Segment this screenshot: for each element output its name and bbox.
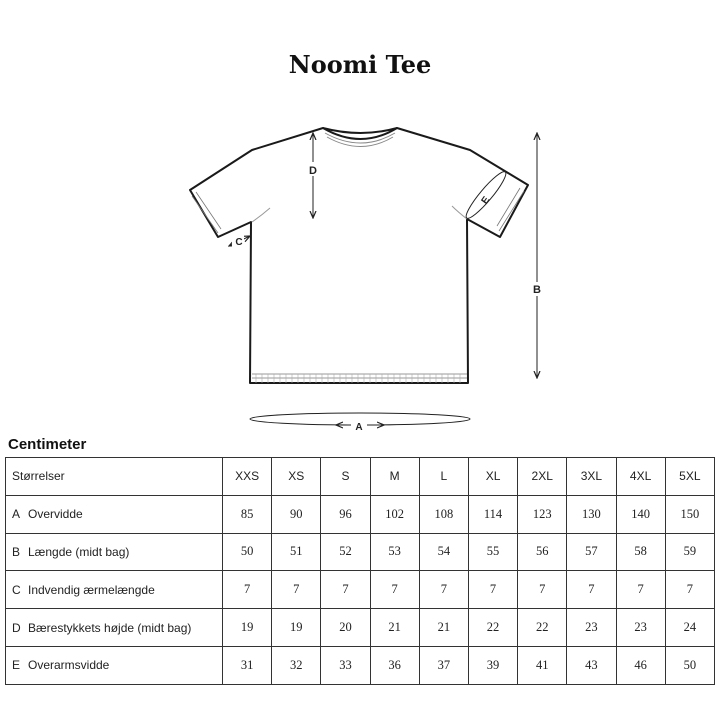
table-cell: 108	[419, 495, 468, 533]
table-cell: 102	[370, 495, 419, 533]
row-label-text: Indvendig ærmelængde	[28, 582, 155, 597]
size-header-cell: 5XL	[665, 458, 714, 496]
row-label-text: Overarmsvidde	[28, 658, 110, 673]
size-header-cell: XL	[468, 458, 517, 496]
table-cell: 31	[223, 646, 272, 684]
table-row	[6, 571, 715, 609]
table-cell: 123	[518, 495, 567, 533]
table-cell: 21	[370, 609, 419, 647]
size-header-cell: XXS	[223, 458, 272, 496]
row-code: A	[12, 507, 21, 522]
table-cell: 50	[665, 646, 714, 684]
table-cell: 130	[567, 495, 616, 533]
table-cell: 58	[616, 533, 665, 571]
table-cell: 22	[518, 609, 567, 647]
table-cell: 7	[518, 571, 567, 609]
table-cell: 19	[223, 609, 272, 647]
table-cell: 46	[616, 646, 665, 684]
table-cell: 52	[321, 533, 370, 571]
table-row	[6, 646, 715, 684]
row-label-text: Bærestykkets højde (midt bag)	[28, 620, 192, 635]
table-cell: 41	[518, 646, 567, 684]
measure-e-ellipse	[462, 168, 510, 222]
row-label	[6, 495, 223, 533]
table-row	[6, 495, 715, 533]
measure-d-label: D	[309, 165, 317, 177]
table-cell: 140	[616, 495, 665, 533]
table-cell: 7	[567, 571, 616, 609]
size-header-label: Størrelser	[6, 458, 223, 496]
table-cell: 24	[665, 609, 714, 647]
table-cell: 57	[567, 533, 616, 571]
size-table	[5, 457, 715, 685]
page-title: Noomi Tee	[288, 50, 432, 79]
table-cell: 56	[518, 533, 567, 571]
size-header-cell: 4XL	[616, 458, 665, 496]
table-cell: 23	[567, 609, 616, 647]
size-header-cell: 2XL	[518, 458, 567, 496]
row-label-text: Længde (midt bag)	[28, 544, 130, 559]
size-header-cell: 3XL	[567, 458, 616, 496]
row-label	[6, 646, 223, 684]
table-row	[6, 533, 715, 571]
table-cell: 53	[370, 533, 419, 571]
measure-e-label: E	[479, 194, 493, 207]
table-cell: 20	[321, 609, 370, 647]
table-cell: 54	[419, 533, 468, 571]
size-header-cell: L	[419, 458, 468, 496]
row-code: B	[12, 544, 21, 559]
table-cell: 7	[223, 571, 272, 609]
table-cell: 85	[223, 495, 272, 533]
size-header-cell: S	[321, 458, 370, 496]
table-cell: 51	[272, 533, 321, 571]
units-heading: Centimeter	[8, 436, 87, 453]
table-cell: 32	[272, 646, 321, 684]
table-cell: 7	[616, 571, 665, 609]
table-cell: 90	[272, 495, 321, 533]
table-cell: 114	[468, 495, 517, 533]
table-cell: 7	[272, 571, 321, 609]
table-cell: 43	[567, 646, 616, 684]
tshirt-outline	[190, 128, 528, 383]
table-cell: 23	[616, 609, 665, 647]
table-header-row	[6, 458, 715, 496]
table-cell: 7	[370, 571, 419, 609]
table-row	[6, 609, 715, 647]
row-label	[6, 609, 223, 647]
row-label	[6, 533, 223, 571]
table-cell: 55	[468, 533, 517, 571]
table-cell: 7	[321, 571, 370, 609]
measure-b-label: B	[533, 284, 541, 296]
table-cell: 150	[665, 495, 714, 533]
table-cell: 21	[419, 609, 468, 647]
table-cell: 7	[468, 571, 517, 609]
table-cell: 7	[419, 571, 468, 609]
row-code: E	[12, 658, 21, 673]
ribbing	[192, 188, 524, 378]
table-cell: 50	[223, 533, 272, 571]
table-cell: 33	[321, 646, 370, 684]
table-cell: 22	[468, 609, 517, 647]
row-label	[6, 571, 223, 609]
measure-c-label: C	[235, 237, 243, 248]
row-label-text: Overvidde	[28, 507, 83, 522]
table-cell: 19	[272, 609, 321, 647]
table-cell: 39	[468, 646, 517, 684]
size-header-cell: M	[370, 458, 419, 496]
table-cell: 7	[665, 571, 714, 609]
table-cell: 96	[321, 495, 370, 533]
size-header-cell: XS	[272, 458, 321, 496]
table-cell: 36	[370, 646, 419, 684]
row-code: D	[12, 620, 21, 635]
row-code: C	[12, 582, 21, 597]
measure-a-label: A	[355, 422, 363, 433]
table-cell: 37	[419, 646, 468, 684]
table-cell: 59	[665, 533, 714, 571]
